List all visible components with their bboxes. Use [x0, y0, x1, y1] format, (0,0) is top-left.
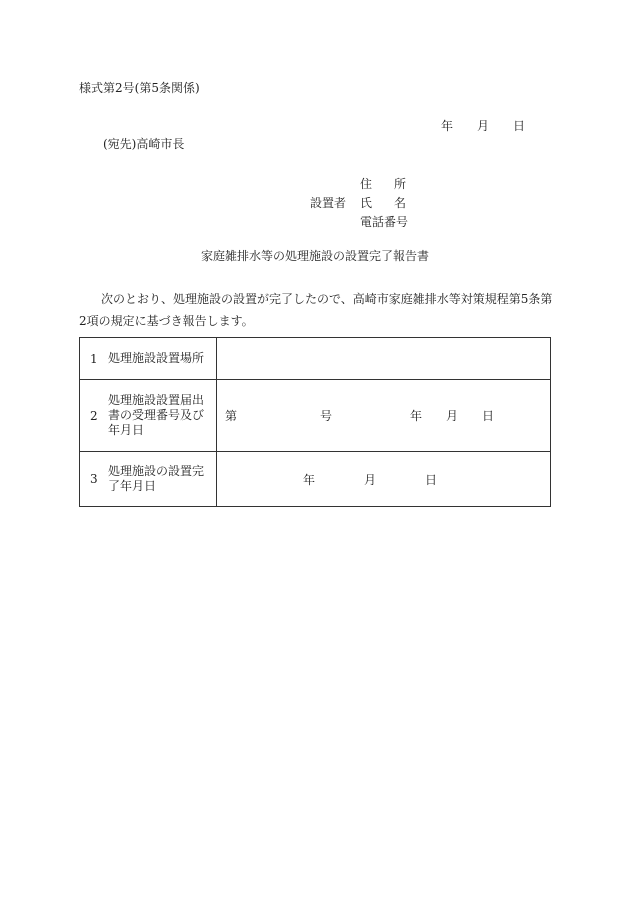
completion-date-field[interactable]	[217, 452, 551, 507]
date-day-label: 日	[513, 119, 526, 133]
phone-row	[310, 212, 408, 231]
address-row	[310, 174, 408, 193]
number-prefix: 第	[225, 409, 238, 423]
day-label: 日	[425, 472, 438, 487]
month-label: 月	[364, 472, 377, 487]
year-label: 年	[303, 472, 316, 487]
phone-label: 電話番号	[360, 214, 409, 229]
table-row	[80, 452, 551, 507]
document-title: 家庭雑排水等の処理施設の設置完了報告書	[200, 249, 429, 263]
date-month-label: 月	[477, 119, 490, 133]
name-row	[310, 193, 408, 212]
installation-location-field[interactable]	[217, 338, 551, 380]
month-label: 月	[446, 409, 459, 423]
applicant-block	[310, 174, 408, 231]
address-label: 住 所	[360, 176, 406, 191]
year-label: 年	[410, 409, 423, 423]
report-table	[79, 337, 551, 507]
addressee: (宛先)高崎市長	[103, 137, 185, 151]
row-number: 3	[90, 472, 98, 486]
date-year-label: 年	[441, 119, 454, 133]
acceptance-number-field[interactable]	[217, 380, 551, 452]
report-date	[441, 118, 525, 134]
row-label: 処理施設設置届出書の受理番号及び年月日	[108, 393, 205, 437]
row-number: 2	[90, 408, 98, 423]
table-row	[80, 380, 551, 452]
body-paragraph	[79, 288, 559, 332]
name-label: 氏 名	[360, 195, 406, 210]
body-text: 次のとおり、処理施設の設置が完了したので、高崎市家庭雑排水等対策規程第5条第2項の規定に基づき報告します。	[79, 292, 553, 328]
day-label: 日	[482, 409, 495, 423]
row-number: 1	[90, 351, 98, 366]
applicant-role-label: 設置者	[310, 195, 347, 210]
form-number: 様式第2号(第5条関係)	[79, 81, 200, 95]
table-row	[80, 338, 551, 380]
row-label: 処理施設の設置完了年月日	[108, 464, 205, 493]
number-suffix: 号	[320, 409, 333, 423]
row-label: 処理施設設置場所	[108, 351, 205, 365]
